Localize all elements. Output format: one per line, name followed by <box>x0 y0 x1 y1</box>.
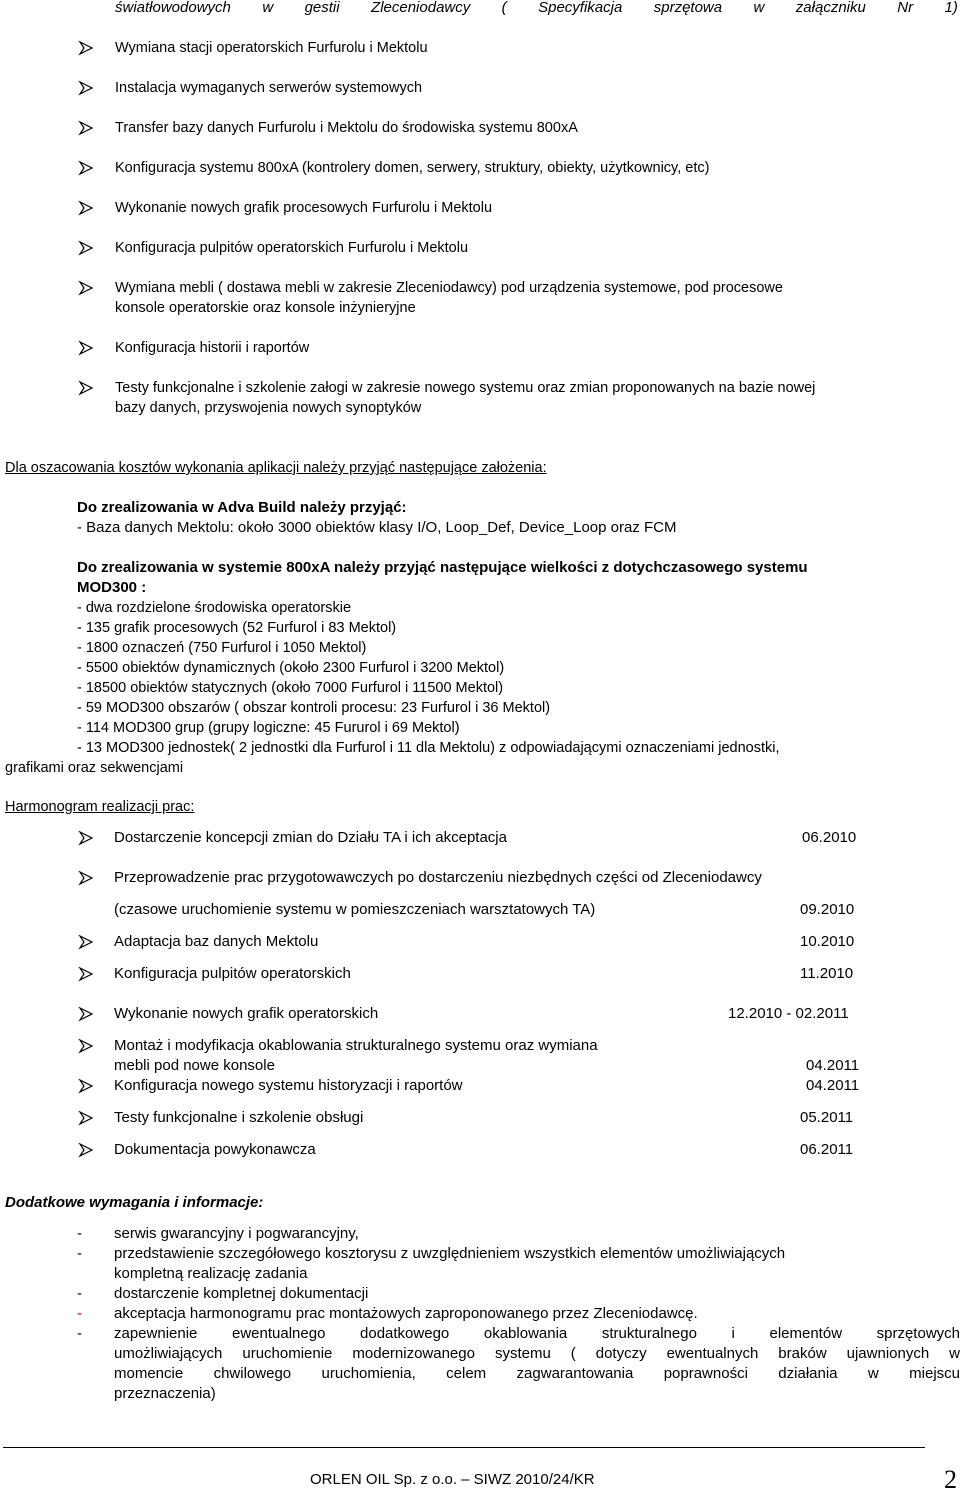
schedule-label: mebli pod nowe konsole <box>114 1057 275 1074</box>
footer-rule <box>3 1447 925 1448</box>
page-number: 2 <box>944 1465 957 1494</box>
requirement-item-continuation: kompletną realizację zadania <box>114 1265 308 1282</box>
schedule-date: 09.2010 <box>800 901 855 918</box>
requirement-item: dostarczenie kompletnej dokumentacji <box>114 1285 369 1302</box>
arrowhead-bullet-icon <box>78 280 94 296</box>
requirement-item: serwis gwarancyjny i pogwarancyjny, <box>114 1225 359 1242</box>
requirement-item-continuation: przeznaczenia) <box>114 1385 216 1402</box>
task-item: Konfiguracja systemu 800xA (kontrolery domen, serwery, struktury, obiekty, użytkownicy, etc) <box>115 160 710 176</box>
top-word: załączniku <box>795 0 866 16</box>
schedule-heading: Harmonogram realizacji prac: <box>5 799 195 815</box>
system800-heading: Do zrealizowania w systemie 800xA należy przyjąć następujące wielkości z dotychczasowego systemu <box>77 559 808 576</box>
quantity-item: - 59 MOD300 obszarów ( obszar kontroli procesu: 23 Furfurol i 36 Mektol) <box>77 700 551 716</box>
additional-heading: Dodatkowe wymagania i informacje: <box>5 1194 264 1211</box>
quantity-continuation: grafikami oraz sekwencjami <box>5 760 184 776</box>
task-item: Transfer bazy danych Furfurolu i Mektolu do środowiska systemu 800xA <box>115 120 578 136</box>
schedule-label: Wykonanie nowych grafik operatorskich <box>114 1005 379 1022</box>
dash-bullet: - <box>77 1325 82 1342</box>
top-word: w <box>753 0 765 16</box>
schedule-label: Dokumentacja powykonawcza <box>114 1141 316 1158</box>
arrowhead-bullet-icon <box>78 1078 94 1094</box>
requirement-item-continuation <box>114 1344 960 1364</box>
dash-bullet: - <box>77 1285 82 1302</box>
schedule-date: 04.2011 <box>806 1057 860 1074</box>
task-item: Wymiana mebli ( dostawa mebli w zakresie Zleceniodawcy) pod urządzenia systemowe, pod procesowe <box>115 280 783 296</box>
adva-heading: Do zrealizowania w Adva Build należy przyjąć: <box>77 499 407 516</box>
task-item: Wykonanie nowych grafik procesowych Furfurolu i Mektolu <box>115 200 493 216</box>
cost-section-heading: Dla oszacowania kosztów wykonania aplikacji należy przyjąć następujące założenia: <box>5 460 547 476</box>
requirement-item: akceptacja harmonogramu prac montażowych zaproponowanego przez Zleceniodawcę. <box>114 1305 698 1322</box>
arrowhead-bullet-icon <box>78 120 94 136</box>
schedule-label: Testy funkcjonalne i szkolenie obsługi <box>114 1109 364 1126</box>
requirement-item-continuation <box>114 1364 960 1384</box>
task-item: Konfiguracja historii i raportów <box>115 340 310 356</box>
arrowhead-bullet-icon <box>78 200 94 216</box>
arrowhead-bullet-icon <box>78 1038 94 1054</box>
requirement-item <box>114 1324 960 1344</box>
arrowhead-bullet-icon <box>78 40 94 56</box>
arrowhead-bullet-icon <box>78 1110 94 1126</box>
task-item: Wymiana stacji operatorskich Furfurolu i Mektolu <box>115 40 428 56</box>
arrowhead-bullet-icon <box>78 160 94 176</box>
quantity-item: - 5500 obiektów dynamicznych (około 2300 Furfurol i 3200 Mektol) <box>77 660 505 676</box>
arrowhead-bullet-icon <box>78 1142 94 1158</box>
task-item: Konfiguracja pulpitów operatorskich Furfurolu i Mektolu <box>115 240 469 256</box>
requirement-item: przedstawienie szczegółowego kosztorysu z uwzględnieniem wszystkich elementów umożliwiających <box>114 1245 786 1262</box>
arrowhead-bullet-icon <box>78 934 94 950</box>
requirement-line: umożliwiających uruchomienie modernizowanego systemu ( dotyczy ewentualnych braków ujawnionych w <box>114 1345 960 1362</box>
system800-heading-cont: MOD300 : <box>77 579 147 596</box>
arrowhead-bullet-icon <box>78 380 94 396</box>
schedule-date: 06.2011 <box>800 1141 854 1158</box>
top-word: Nr <box>897 0 914 16</box>
arrowhead-bullet-icon <box>78 830 94 846</box>
arrowhead-bullet-icon <box>78 80 94 96</box>
quantity-item: - 13 MOD300 jednostek( 2 jednostki dla Furfurol i 11 dla Mektolu) z odpowiadającymi oznaczeniami jednostki, <box>77 740 780 756</box>
schedule-date: 05.2011 <box>800 1109 854 1126</box>
quantity-item: - 135 grafik procesowych (52 Furfurol i 83 Mektol) <box>77 620 397 636</box>
quantity-item: - 18500 obiektów statycznych (około 7000 Furfurol i 11500 Mektol) <box>77 680 504 696</box>
requirement-line: zapewnienie ewentualnego dodatkowego okablowania strukturalnego i elementów sprzętowych <box>114 1325 960 1342</box>
schedule-date: 11.2010 <box>800 965 854 982</box>
top-word: Zleceniodawcy <box>371 0 471 16</box>
adva-line: - Baza danych Mektolu: około 3000 obiektów klasy I/O, Loop_Def, Device_Loop oraz FCM <box>77 519 677 536</box>
dash-bullet-red: - <box>77 1305 82 1322</box>
schedule-label: Przeprowadzenie prac przygotowawczych po dostarczeniu niezbędnych części od Zleceniodawcy <box>114 869 762 886</box>
schedule-date: 04.2011 <box>806 1077 860 1094</box>
task-item-continuation: konsole operatorskie oraz konsole inżynieryjne <box>115 300 416 316</box>
arrowhead-bullet-icon <box>78 870 94 886</box>
top-word: Specyfikacja <box>538 0 623 16</box>
top-word: w <box>262 0 274 16</box>
dash-bullet: - <box>77 1225 82 1242</box>
top-line <box>115 0 958 18</box>
schedule-label: Adaptacja baz danych Mektolu <box>114 933 319 950</box>
schedule-label: Montaż i modyfikacja okablowania strukturalnego systemu oraz wymiana <box>114 1037 598 1054</box>
top-word: ( <box>501 0 507 16</box>
arrowhead-bullet-icon <box>78 340 94 356</box>
quantity-item: - 114 MOD300 grup (grupy logiczne: 45 Fururol i 69 Mektol) <box>77 720 460 736</box>
arrowhead-bullet-icon <box>78 240 94 256</box>
task-item: Testy funkcjonalne i szkolenie załogi w zakresie nowego systemu oraz zmian proponowanych na bazie nowej <box>115 380 816 396</box>
footer-text: ORLEN OIL Sp. z o.o. – SIWZ 2010/24/KR <box>310 1471 595 1488</box>
schedule-date: 06.2010 <box>802 829 857 846</box>
schedule-date: 12.2010 - 02.2011 <box>728 1005 849 1022</box>
schedule-date: 10.2010 <box>800 933 855 950</box>
top-word: gestii <box>304 0 340 16</box>
schedule-label: Konfiguracja pulpitów operatorskich <box>114 965 351 982</box>
top-word: 1) <box>944 0 958 16</box>
quantity-item: - 1800 oznaczeń (750 Furfurol i 1050 Mektol) <box>77 640 367 656</box>
schedule-label: Konfiguracja nowego systemu historyzacji i raportów <box>114 1077 463 1094</box>
dash-bullet: - <box>77 1245 82 1262</box>
arrowhead-bullet-icon <box>78 966 94 982</box>
task-item-continuation: bazy danych, przyswojenia nowych synoptyków <box>115 400 422 416</box>
top-word: światłowodowych <box>115 0 231 16</box>
task-item: Instalacja wymaganych serwerów systemowych <box>115 80 423 96</box>
top-word: sprzętowa <box>653 0 723 16</box>
requirement-line: momencie chwilowego uruchomienia, celem zagwarantowania poprawności działania w miejscu <box>114 1365 960 1382</box>
arrowhead-bullet-icon <box>78 1006 94 1022</box>
schedule-label: (czasowe uruchomienie systemu w pomieszczeniach warsztatowych TA) <box>114 901 596 918</box>
schedule-label: Dostarczenie koncepcji zmian do Działu TA i ich akceptacja <box>114 829 507 846</box>
quantity-item: - dwa rozdzielone środowiska operatorskie <box>77 600 352 616</box>
